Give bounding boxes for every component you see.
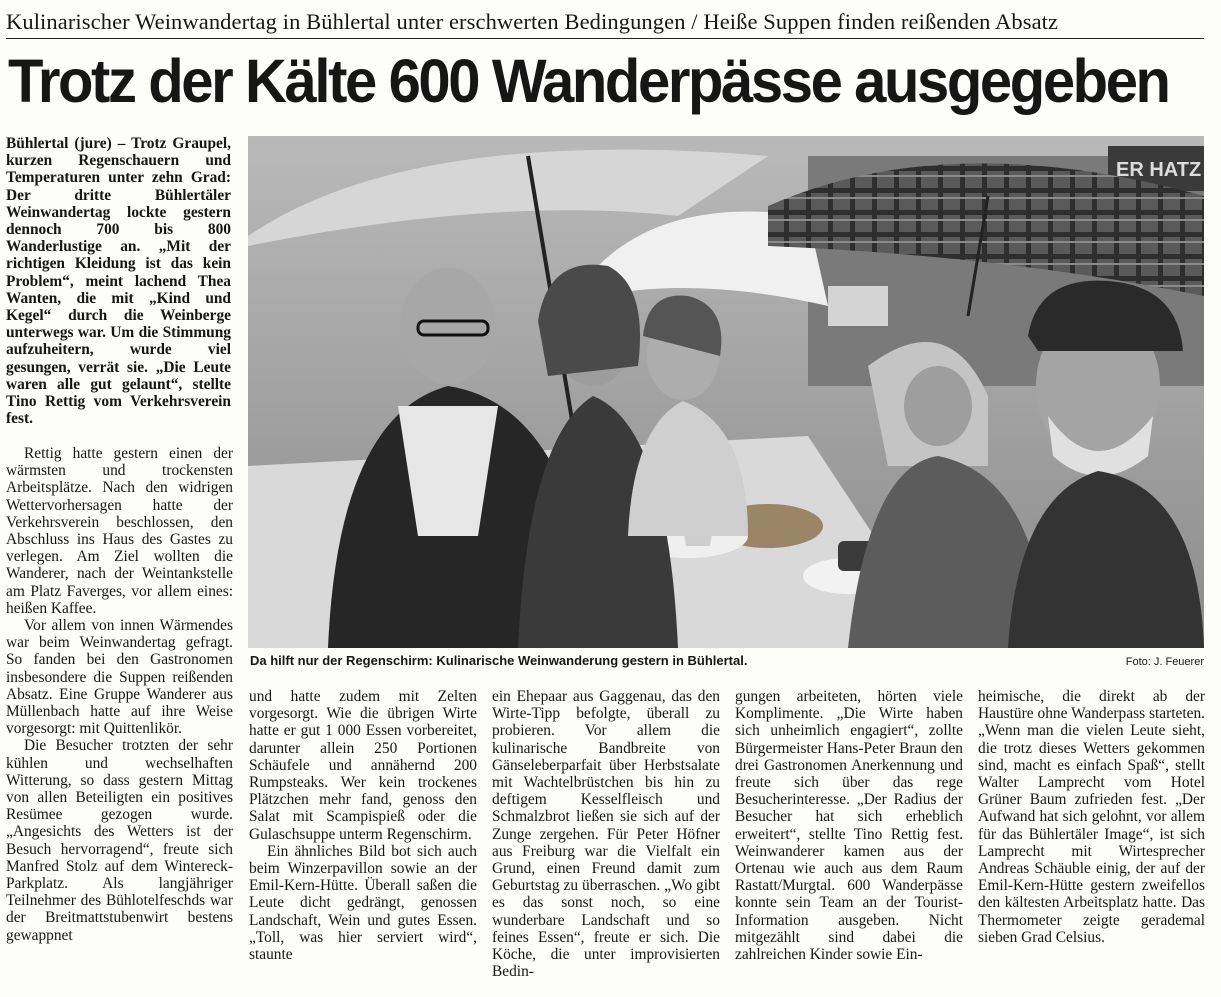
paragraph: und hatte zudem mit Zelten vorgesorgt. Wie die übrigen Wirte hatte er gut 1 000 Essen vorbereitet, darunter allein 250 Portionen Schäufele und annähernd 200 Rumpsteaks. Wer kein trockenes Plätzchen mehr fand, genoss den Salat mit Scampispieß oder die Gulaschsuppe unterm Regenschirm. (249, 688, 477, 843)
article-headline: Trotz der Kälte 600 Wanderpässe ausgegeben (8, 47, 1169, 116)
paragraph: Die Besucher trotzten der sehr kühlen und wechselhaften Witterung, so dass gestern Mittag von allen Beteiligten ein positives Resümee gezogen wurde. „Angesichts des Wetters ist der Besuch hervorragend“, freute sich Manfred Stolz auf dem Wintereck-Parkplatz. Als langjähriger Teilnehmer des Bühlotelfeschds war der Breitmattstubenwirt bestens gewappnet (6, 737, 233, 944)
text-column-2 (249, 688, 477, 988)
sign-text: ER HATZ (1116, 159, 1202, 181)
photo-credit: Foto: J. Feuerer (1125, 656, 1204, 668)
text-column-3 (492, 688, 720, 988)
paragraph: ein Ehepaar aus Gaggenau, das den Wirte-Tipp befolgte, überall zu probieren. Vor allem die kulinarische Bandbreite von Gänseleberparfait über Herbstsalate mit Wachtelbrüstchen bis hin zu deftigem Kesselfleisch und Schmalzbrot ließen sie sich auf der Zunge zergehen. Für Peter Höfner aus Freiburg war die Vielfalt ein Grund, einen Freund damit zum Geburtstag zu überraschen. „Wo gibt es das sonst noch, so eine wunderbare Landschaft und so feines Essen“, freute er sich. Die Köche, die unter improvisierten Bedin- (492, 688, 720, 981)
article-lead: Bühlertal (jure) – Trotz Graupel, kurzen Regenschauern und Temperaturen unter zehn Grad: Der dritte Bühlertäler Weinwandertag lockte gestern dennoch 700 bis 800 Wanderlustige an. „Mit der richtigen Kleidung ist das kein Problem“, meint lachend Thea Wanten, die mit „Kind und Kegel“ durch die Weinberge unterwegs war. Um die Stimmung aufzuheitern, wurde viel gesungen, verrät sie. „Die Leute waren alle gut gelaunt“, stellte Tino Rettig vom Verkehrsverein fest. (6, 135, 231, 428)
paragraph: Ein ähnliches Bild bot sich auch beim Winzerpavillon sowie an der Emil-Kern-Hütte. Überall saßen die Leute dicht gedrängt, genossen Landschaft, Wein und gutes Essen. „Toll, was hier serviert wird“, staunte (249, 842, 477, 964)
article-photo (248, 136, 1204, 648)
text-column-4 (735, 688, 963, 988)
text-column-5 (978, 688, 1205, 988)
article-kicker: Kulinarischer Weinwandertag in Bühlertal unter erschwerten Bedingungen / Heiße Suppen finden reißenden Absatz (6, 9, 1059, 34)
photo-caption: Da hilft nur der Regenschirm: Kulinarische Weinwanderung gestern in Bühlertal. (250, 653, 748, 668)
text-column-1 (6, 445, 233, 985)
paragraph: Vor allem von innen Wärmendes war beim Weinwandertag gefragt. So fanden bei den Gastronomen insbesondere die Suppen reißenden Absatz. Eine Gruppe Wanderer aus Müllenbach hatte auf ihre Weise vorgesorgt: mit Quittenlikör. (6, 617, 233, 738)
paragraph: heimische, die direkt ab der Haustüre ohne Wanderpass starteten. „Wenn man die vielen Leute sieht, die trotz dieses Wetters gekommen sind, macht es einfach Spaß“, stellt Walter Lamprecht vom Hotel Grüner Baum zufrieden fest. „Der Aufwand hat sich gelohnt, vor allem für das Bühlertäler Image“, ist sich Lamprecht mit Wirtesprecher Andreas Schäuble einig, der auf der Emil-Kern-Hütte gestern zweifellos den kältesten Arbeitsplatz hatte. Das Thermometer zeigte gerademal sieben Grad Celsius. (978, 688, 1205, 946)
paragraph: gungen arbeiteten, hörten viele Komplimente. „Die Wirte haben sich unheimlich engagiert“, zollte Bürgermeister Hans-Peter Braun den drei Gastronomen Anerkennung und freute sich über das rege Besucherinteresse. „Der Radius der Besucher hat sich erheblich erweitert“, stellte Tino Rettig fest. Weinwanderer kamen aus der Ortenau wie auch aus dem Raum Rastatt/Murgtal. 600 Wanderpässe konnte sein Team an der Tourist-Information ausgeben. Nicht mitgezählt sind dabei die zahlreichen Kinder sowie Ein- (735, 688, 963, 964)
paragraph: Rettig hatte gestern einen der wärmsten und trockensten Arbeitsplätze. Nach den widrigen Wettervorhersagen hatte der Verkehrsverein beschlossen, den Abschluss ins Haus des Gastes zu verlegen. Am Ziel wollten die Wanderer, nach der Weintankstelle am Platz Faverges, vor allem eines: heißen Kaffee. (6, 445, 233, 617)
kicker-rule (6, 38, 1204, 39)
photo-illustration (248, 136, 1204, 648)
